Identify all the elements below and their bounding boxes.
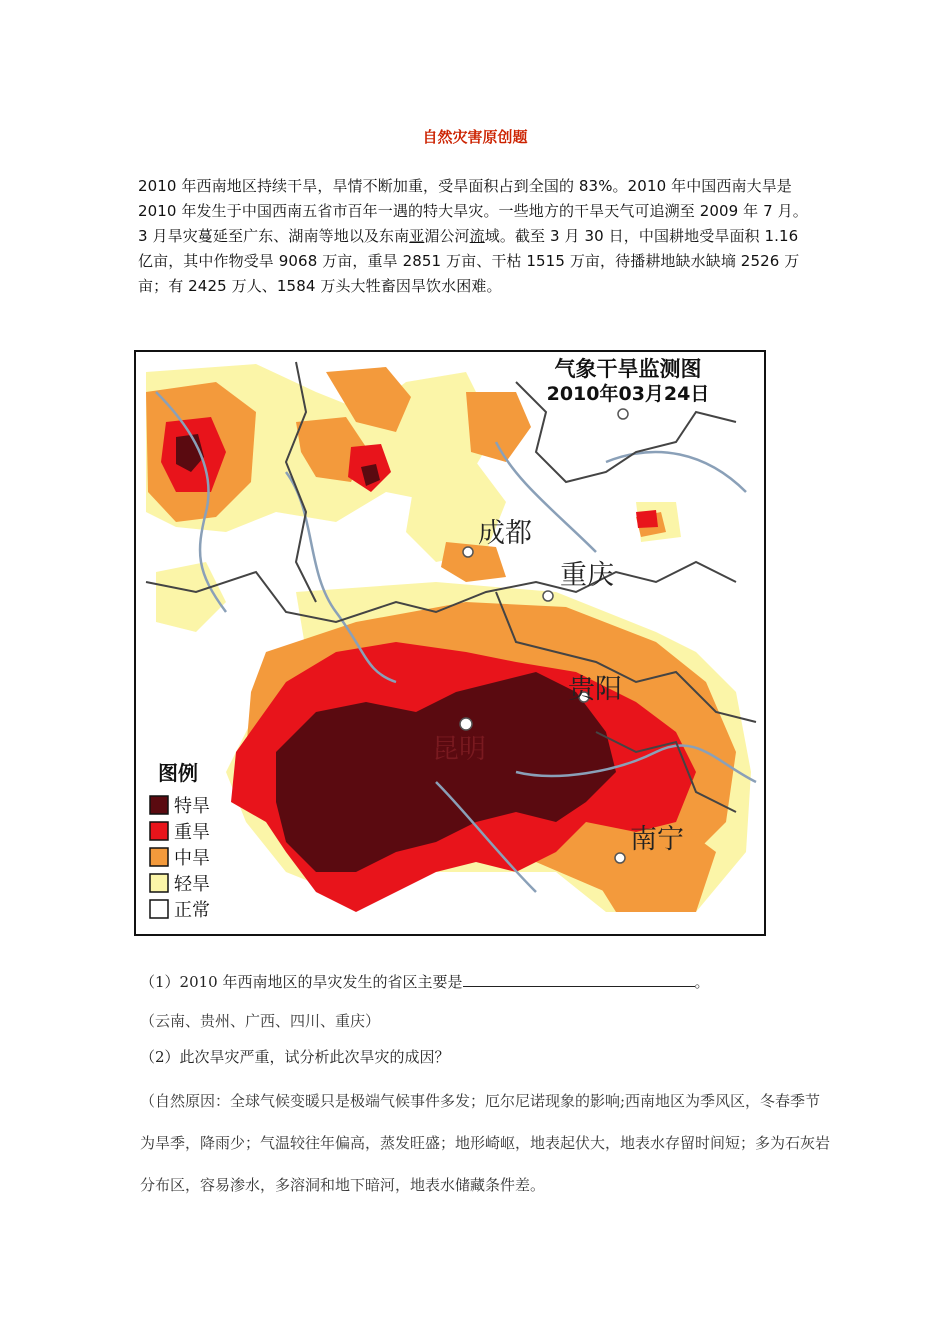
kunming-marker xyxy=(460,718,472,730)
xian-marker xyxy=(618,409,628,419)
nanning-marker xyxy=(615,853,625,863)
legend-label: 特旱 xyxy=(174,796,210,817)
legend-swatch xyxy=(150,874,168,892)
city-label-guiyang: 贵阳 xyxy=(568,674,622,705)
legend-swatch xyxy=(150,848,168,866)
intro-underline-1: 亚 xyxy=(409,227,425,245)
legend-label: 重旱 xyxy=(174,822,210,843)
city-label-kunming: 昆明 xyxy=(432,734,486,765)
chongqing-marker xyxy=(543,591,553,601)
city-label-chengdu: 成都 xyxy=(478,518,532,549)
map-title: 气象干旱监测图 xyxy=(554,357,702,381)
city-label-chongqing: 重庆 xyxy=(560,560,614,591)
map-date: 2010年03月24日 xyxy=(546,383,710,405)
legend-swatch xyxy=(150,796,168,814)
document-title: 自然灾害原创题 xyxy=(422,128,528,146)
city-label-nanning: 南宁 xyxy=(630,824,684,855)
question-2-answer: （自然原因：全球气候变暖只是极端气候事件多发；厄尔尼诺现象的影响;西南地区为季风区，冬春季节为旱季，降雨少；气温较往年偏高，蒸发旺盛；地形崎岖，地表起伏大，地表水存留时间短；多为石灰岩分布区，容易渗水，多溶洞和地下暗河，地表水储藏条件差。 xyxy=(140,1092,831,1194)
map-legend xyxy=(144,752,226,928)
intro-underline-2: 流 xyxy=(469,227,485,245)
question-1-end: 。 xyxy=(694,973,710,991)
answer-blank[interactable] xyxy=(463,972,695,987)
legend-label: 轻旱 xyxy=(174,874,210,895)
legend-label: 中旱 xyxy=(174,848,210,869)
drought-monitoring-map xyxy=(134,350,766,936)
question-2: （2）此次旱灾严重，试分析此次旱灾的成因？ xyxy=(140,1048,450,1066)
intro-text-2: 湄公河 xyxy=(424,227,470,245)
intro-text-3: 域。截至 3 月 30 日，中国耕地受旱面积 1.16 亿亩，其中作物受旱 9068 万亩，重旱 2851 万亩、干枯 1515 万亩，待播耕地缺水缺墒 2526 万亩；有 2425 万人、1584 万头大牲畜因旱饮水困难。 xyxy=(138,227,800,295)
question-1-answer: （云南、贵州、广西、四川、重庆） xyxy=(140,1012,381,1030)
legend-label: 正常 xyxy=(174,900,210,921)
legend-swatch xyxy=(150,822,168,840)
intro-text-1: 2010 年西南地区持续干旱，旱情不断加重，受旱面积占到全国的 83%。2010 年中国西南大旱是 2010 年发生于中国西南五省市百年一遇的特大旱灾。一些地方的干旱天气可追溯至 2009 年 7 月。3 月旱灾蔓延至广东、湖南等地以及东南 xyxy=(138,177,808,245)
legend-title: 图例 xyxy=(158,761,198,785)
chengdu-marker xyxy=(463,547,473,557)
question-1-text: （1）2010 年西南地区的旱灾发生的省区主要是 xyxy=(140,973,463,991)
intro-paragraph xyxy=(138,174,814,299)
question-1 xyxy=(140,971,710,992)
legend-swatch xyxy=(150,900,168,918)
